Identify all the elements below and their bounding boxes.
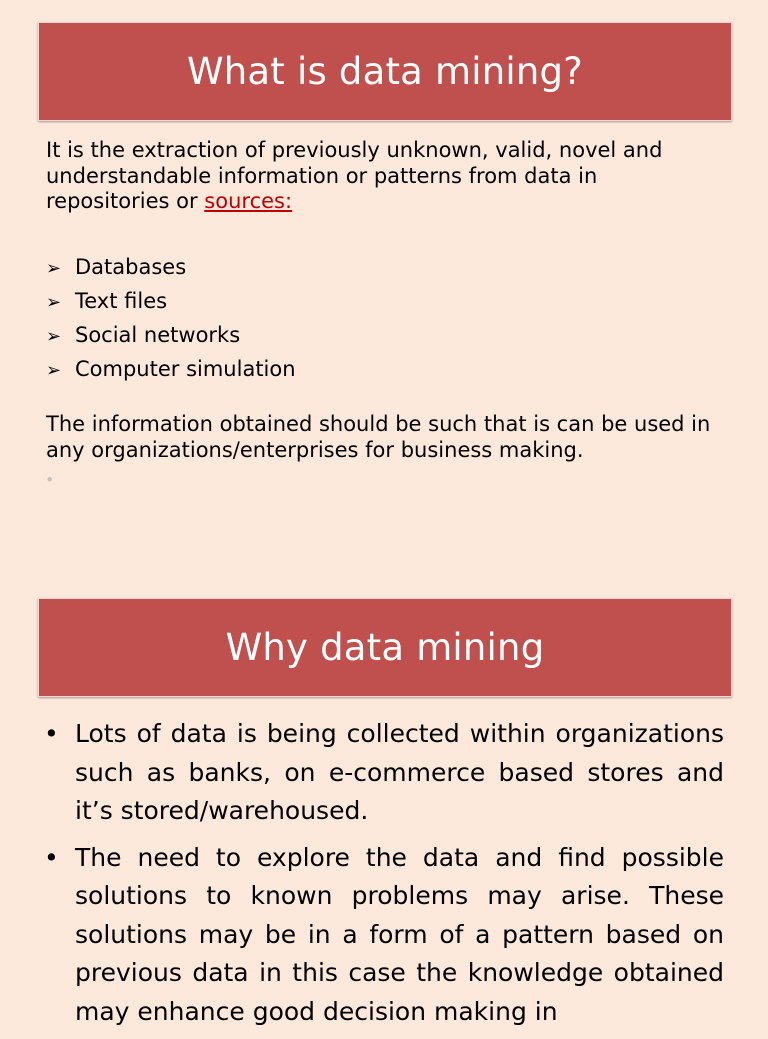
source-label: Text files xyxy=(75,289,168,313)
slide1-title: What is data mining? xyxy=(186,50,584,93)
source-label: Databases xyxy=(75,255,187,279)
list-item xyxy=(44,715,724,831)
bullet-text: Lots of data is being collected within organizations such as banks, on e-commerce based stores and it’s stored/warehoused. xyxy=(75,719,724,825)
empty-bullet: • xyxy=(45,470,55,489)
sources-link[interactable]: sources: xyxy=(204,189,293,213)
list-item xyxy=(44,839,724,1032)
arrow-bullet-icon: ➢ xyxy=(46,360,62,381)
bullet-dot-icon: • xyxy=(44,842,59,872)
arrow-bullet-icon: ➢ xyxy=(46,292,62,313)
slide2-title: Why data mining xyxy=(225,626,545,669)
list-item xyxy=(46,319,726,353)
source-label: Social networks xyxy=(75,323,241,347)
bullet-dot-icon: • xyxy=(44,719,59,748)
slide1-intro-paragraph xyxy=(46,138,726,215)
slide2-title-banner xyxy=(38,598,732,697)
sources-list xyxy=(46,251,726,387)
slide2-bullet-list xyxy=(44,715,724,1039)
list-item xyxy=(46,251,726,285)
list-item xyxy=(46,285,726,319)
arrow-bullet-icon: ➢ xyxy=(46,258,62,279)
source-label: Computer simulation xyxy=(75,357,296,381)
bullet-text: The need to explore the data and find possible solutions to known problems may arise. These solutions may be in a form of a pattern based on previous data in this case the knowledge obtained may enhance good decision making in xyxy=(75,842,724,1026)
slide1-title-banner xyxy=(38,22,732,121)
slide1-intro-text: It is the extraction of previously unknown, valid, novel and understandable information or patterns from data in repositories or xyxy=(46,138,663,213)
list-item xyxy=(46,353,726,387)
arrow-bullet-icon: ➢ xyxy=(46,326,62,347)
slide1-closing-paragraph: The information obtained should be such that is can be used in any organizations/enterprises for business making. xyxy=(46,412,711,462)
